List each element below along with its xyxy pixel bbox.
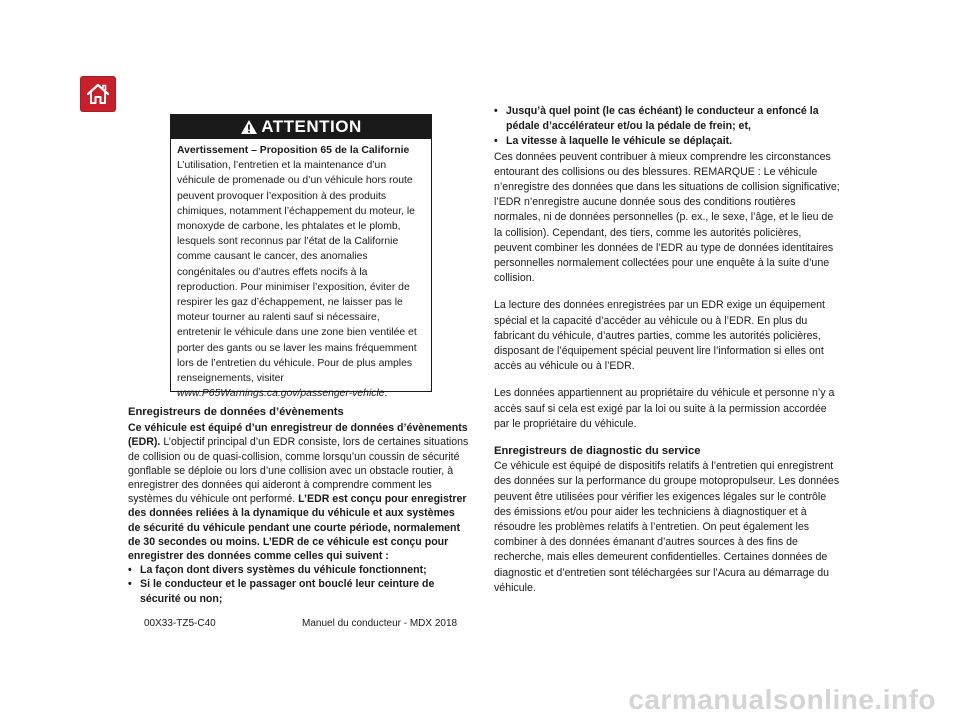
watermark: carmanualsonline.info <box>628 684 936 715</box>
edr-paragraph-1: Ces données peuvent contribuer à mieux comprendre les circonstances entourant des collisions ou des blessures. REMARQUE : Le véhicule n’enregistre des données que dans les situations de collision significative; l’EDR n’enregistre aucune donnée sous des conditions routières normales, ni de données personnelles (p. ex., le sexe, l’âge, et le lieu de la collision). Cependant, des tiers, comme les autorités policières, peuvent combiner les données de l’EDR au type de données identitaires personnelles normalement collectées pour une enquête à la suite d’une collision. <box>494 150 840 285</box>
attention-header <box>171 115 431 139</box>
edr-intro-text: L’objectif principal d’un EDR consiste, lors de certaines situations de collision ou de quasi-collision, comme lorsqu’un coussin de sécurité gonflable se déploie ou lors d’une collision avec un obstacle routier, à enregistrer des données qui aideront à comprendre comment les systèmes du véhicule ont performé. <box>128 436 469 506</box>
edr-intro-bold-2: L’EDR est conçu pour enregistrer des données reliées à la dynamique du véhicule et aux systèmes de sécurité du véhicule pendant une courte période, normalement de 30 secondes ou moins. L’EDR de ce véhicule est conçu pour enregistrer des données comme celles qui suivent : <box>128 493 467 563</box>
attention-title: ATTENTION <box>261 117 362 136</box>
right-column <box>494 104 840 608</box>
edr-intro-bold: Ce véhicule est équipé d’un enregistreur de données d’évènements (EDR). <box>128 422 468 449</box>
attention-body <box>171 139 431 401</box>
edr-bullets-right <box>494 104 840 150</box>
footer-manual-title: Manuel du conducteur - MDX 2018 <box>302 618 458 629</box>
edr-intro <box>128 421 470 563</box>
diag-heading: Enregistreurs de diagnostic du service <box>494 445 701 458</box>
edr-paragraph-2: La lecture des données enregistrées par un EDR exige un équipement spécial et la capacité d’accéder au véhicule ou à l’EDR. En plus du fabricant du véhicule, d’autres parties, comme les autorités policières, disposant de l’équipement spécial peuvent lire l’information si elles ont accès au véhicule ou à l’EDR. <box>494 299 825 373</box>
list-item: • La vitesse à laquelle le véhicule se déplaçait. <box>494 134 840 149</box>
home-button[interactable] <box>80 76 116 112</box>
attention-text: L’utilisation, l’entretien et la maintenance d’un véhicule de promenade ou d’un véhicule hors route peuvent provoquer l’exposition à des produits chimiques, notamment l’échappement du moteur, le monoxyde de carbone, les phtalates et le plomb, lesquels sont reconnus par l’état de la Californie comme causant le cancer, des anomalies congénitales ou d’autres effets nocifs à la reproduction. Pour minimiser l’exposition, éviter de respirer les gaz d’échappement, ne laisser pas le moteur tourner au ralenti sauf si nécessaire, entretenir le véhicule dans une zone bien ventilée et porter des gants ou se laver les mains fréquemment lors de l’entretien du véhicule. Pour de plus amples renseignements, visiter <box>177 160 417 385</box>
list-item: • Si le conducteur et le passager ont bouclé leur ceinture de sécurité ou non; <box>128 577 470 605</box>
footer-code: 00X33-TZ5-C40 <box>144 618 216 629</box>
edr-paragraph-3: Les données appartiennent au propriétaire du véhicule et personne n’y a accès sauf si cela est exigé par la loi ou suite à la permission accordée par le propriétaire du véhicule. <box>494 387 835 430</box>
list-item: • La façon dont divers systèmes du véhicule fonctionnent; <box>128 563 470 577</box>
diag-paragraph: Ce véhicule est équipé de dispositifs relatifs à l’entretien qui enregistrent des données sur la performance du groupe motopropulseur. Les données peuvent être utilisées pour vérifier les exigences légales sur le contrôle des émissions et/ou pour aider les techniciens à diagnostiquer et à résoudre les problèmes relatifs à l’entretien. On peut également les combiner à des données émanant d’autres sources à des fins de recherche, mais elles demeurent confidentielles. Certaines données de diagnostic et d’entretien sont téléchargées sur l’Acura au démarrage du véhicule. <box>494 460 840 594</box>
attention-link-end: . <box>384 388 388 400</box>
attention-box <box>170 114 432 400</box>
list-item: • Jusqu’à quel point (le cas échéant) le conducteur a enfoncé la pédale d’accélérateur et/ou la pédale de frein; et, <box>494 104 840 134</box>
edr-heading: Enregistreurs de données d’évènements <box>128 406 344 418</box>
edr-bullets-left <box>128 563 470 606</box>
warning-triangle-icon <box>240 119 258 135</box>
left-column <box>128 405 470 606</box>
attention-heading: Avertissement – Proposition 65 de la Californie <box>177 145 410 156</box>
home-icon <box>84 80 112 108</box>
p65-link[interactable]: www.P65Warnings.ca.gov/passenger-vehicle <box>177 388 385 400</box>
